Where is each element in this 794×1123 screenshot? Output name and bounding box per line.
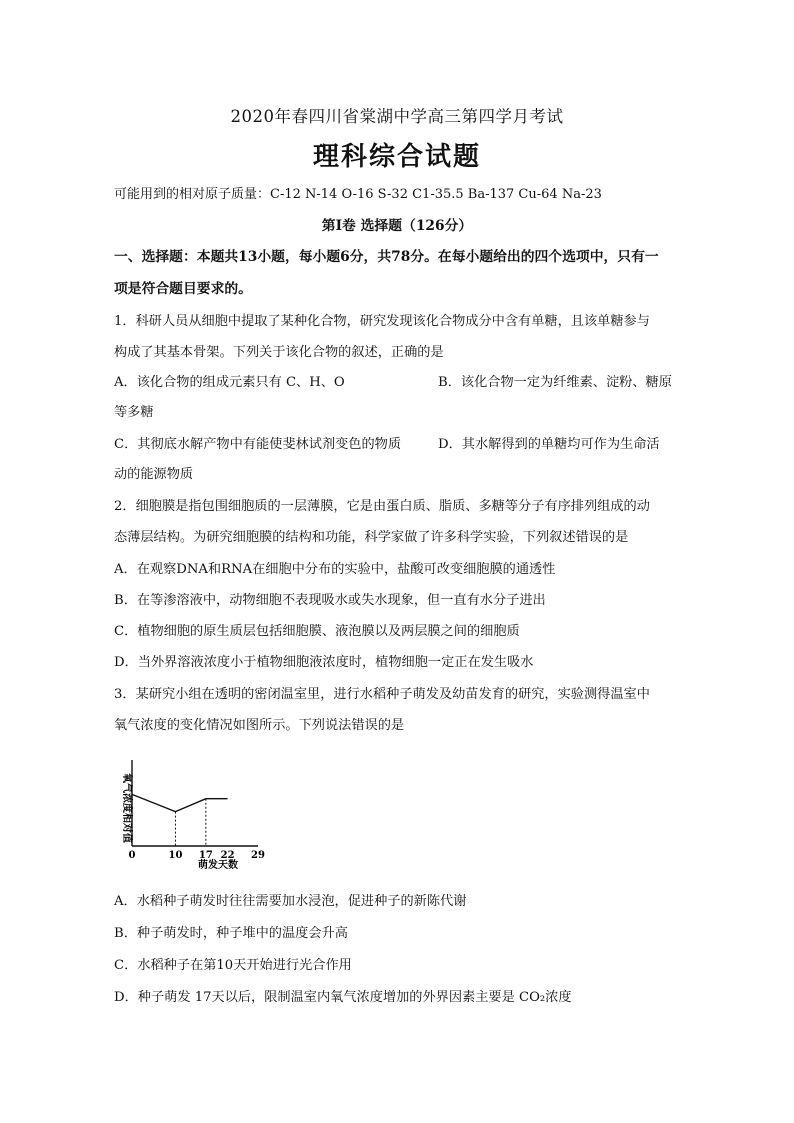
q3-option-c: C．水稻种子在第10天开始进行光合作用 [114,958,352,973]
chart-x-ticks [129,850,265,861]
instruction-line-2: 项是符合题目要求的。 [114,281,252,297]
atomic-masses: 可能用到的相对原子质量：C-12 N-14 O-16 S-32 C1-35.5 Ba-137 Cu-64 Na-23 [114,187,602,202]
q3-stem-line-2: 氧气浓度的变化情况如图所示。下列说法错误的是 [114,718,405,733]
chart-x-tick-label: 10 [168,850,183,861]
chart-xlabel: 萌发天数 [198,860,238,871]
q1-option-b-cont: 等多糖 [114,405,154,420]
q3-option-a: A．水稻种子萌发时往往需要加水浸泡，促进种子的新陈代谢 [114,894,467,909]
chart-x-tick-label: 29 [251,850,265,861]
chart-series-line [132,794,228,811]
chart-x-tick-label: 0 [128,850,136,861]
part-title: 第I卷 选择题（126分） [321,218,473,234]
q3-option-d: D．种子萌发 17天以后，限制温室内氧气浓度增加的外界因素主要是 CO₂浓度 [114,990,572,1005]
q2-stem-line-2: 态薄层结构。为研究细胞膜的结构和功能，科学家做了许多科学实验，下列叙述错误的是 [114,530,629,545]
q1-option-d: D．其水解得到的单糖均可作为生命活 [438,437,660,452]
q3-option-b: B．种子萌发时，种子堆中的温度会升高 [114,926,348,941]
q2-option-c: C．植物细胞的原生质层包括细胞膜、液泡膜以及两层膜之间的细胞质 [114,624,520,639]
q2-option-d: D．当外界溶液浓度小于植物细胞液浓度时，植物细胞一定正在发生吸水 [114,655,534,670]
q2-option-b: B．在等渗溶液中，动物细胞不表现吸水或失水现象，但一直有水分子进出 [114,593,546,608]
chart-x-tick-label: 22 [220,850,235,861]
chart-series [132,794,228,811]
instruction-line-1: 一、选择题：本题共13小题，每小题6分，共78分。在每小题给出的四个选项中，只有一 [114,249,659,265]
q1-option-d-cont: 动的能源物质 [114,467,194,482]
chart-x-tick-label: 17 [198,850,213,861]
q1-option-c: C．其彻底水解产物中有能使斐林试剂变色的物质 [114,437,402,452]
q2-stem-line-1: 2．细胞膜是指包围细胞质的一层薄膜，它是由蛋白质、脂质、多糖等分子有序排列组成的动 [114,499,650,514]
subject-title: 理科综合试题 [312,142,481,172]
oxygen-concentration-chart [108,750,278,880]
q1-option-b: B．该化合物一定为纤维素、淀粉、糖原 [438,375,672,390]
q2-option-a: A．在观察DNA和RNA在细胞中分布的实验中，盐酸可改变细胞膜的通透性 [114,562,556,577]
chart-ylabel: 氧气浓度相对值 [121,773,132,843]
q1-stem-line-2: 构成了其基本骨架。下列关于该化合物的叙述，正确的是 [114,345,444,360]
q3-stem-line-1: 3．某研究小组在透明的密闭温室里，进行水稻种子萌发及幼苗发育的研究，实验测得温室中 [114,687,650,702]
exam-title: 2020年春四川省棠湖中学高三第四学月考试 [230,108,564,126]
q1-option-a: A．该化合物的组成元素只有 C、H、O [114,375,345,390]
q1-stem-line-1: 1．科研人员从细胞中提取了某种化合物，研究发现该化合物成分中含有单糖，且该单糖参与 [114,314,650,329]
